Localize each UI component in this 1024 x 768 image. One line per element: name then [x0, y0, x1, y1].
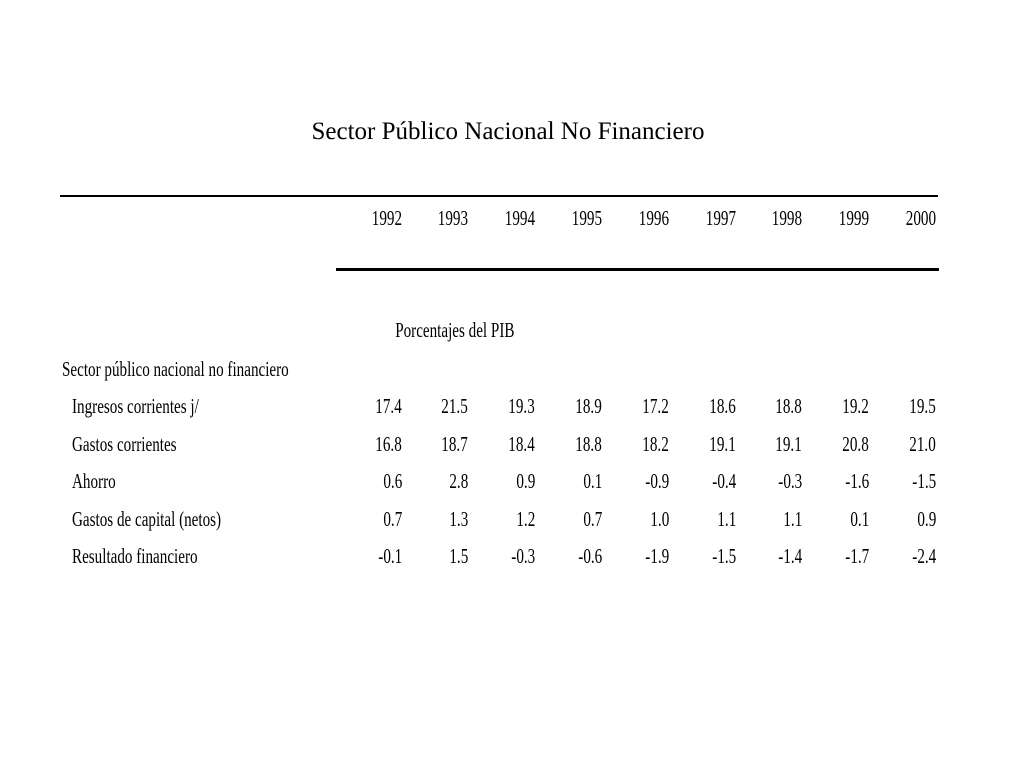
- table-cell-text: 0.1: [583, 469, 602, 493]
- table-cell-text: -1.7: [845, 544, 869, 568]
- year-header-cell-text: 1992: [371, 206, 402, 230]
- table-cell-text: -0.3: [778, 469, 802, 493]
- table-cell-text: -1.5: [912, 469, 936, 493]
- table-cell: [816, 432, 936, 456]
- row-label: [72, 394, 248, 418]
- table-cell-text: 19.2: [842, 394, 869, 418]
- table-cell-text: 20.8: [842, 432, 869, 456]
- header-rule: [336, 268, 939, 271]
- table-cell-text: -1.6: [845, 469, 869, 493]
- table-cell-text: 18.7: [441, 432, 468, 456]
- table-cell-text: 18.8: [775, 394, 802, 418]
- table-cell-text: 18.2: [642, 432, 669, 456]
- table-cell-text: 0.7: [383, 507, 402, 531]
- table-cell: [816, 544, 936, 568]
- row-label-text: Gastos de capital (netos): [72, 507, 222, 531]
- table-cell-text: 1.0: [650, 507, 669, 531]
- table-cell-text: -0.1: [378, 544, 402, 568]
- table-cell-text: 16.8: [375, 432, 402, 456]
- table-cell-text: 1.5: [449, 544, 468, 568]
- table-cell-text: 19.1: [775, 432, 802, 456]
- table-cell-text: -2.4: [912, 544, 936, 568]
- row-label: [72, 432, 217, 456]
- year-header-cell-text: 1998: [771, 206, 802, 230]
- table-cell-text: 0.1: [850, 507, 869, 531]
- row-label: [72, 469, 133, 493]
- year-header-cell-text: 1993: [437, 206, 468, 230]
- table-cell-text: 19.5: [909, 394, 936, 418]
- table-cell-text: 2.8: [449, 469, 468, 493]
- table-cell-text: 1.1: [783, 507, 802, 531]
- table-cell-text: 18.6: [709, 394, 736, 418]
- row-label-text: Resultado financiero: [72, 544, 198, 568]
- table-cell-text: 18.9: [575, 394, 602, 418]
- table-cell-text: 18.8: [575, 432, 602, 456]
- year-header-cell: [816, 206, 936, 230]
- table-cell-text: 21.0: [909, 432, 936, 456]
- section-label: [62, 357, 377, 381]
- table-cell-text: 18.4: [508, 432, 535, 456]
- table-cell: [816, 469, 936, 493]
- table-cell-text: -1.5: [712, 544, 736, 568]
- table-cell-text: -1.9: [645, 544, 669, 568]
- year-header-cell-text: 1996: [638, 206, 669, 230]
- table-cell-text: 17.4: [375, 394, 402, 418]
- unit-label: [330, 318, 580, 342]
- unit-label-text: Porcentajes del PIB: [395, 318, 515, 342]
- row-label: [72, 507, 279, 531]
- row-label-text: Ahorro: [72, 469, 116, 493]
- table-cell-text: 1.2: [516, 507, 535, 531]
- table-cell-text: 0.6: [383, 469, 402, 493]
- table-cell-text: 0.7: [583, 507, 602, 531]
- row-label-text: Ingresos corrientes j/: [72, 394, 199, 418]
- table-cell: [816, 394, 936, 418]
- year-header-cell-text: 1995: [571, 206, 602, 230]
- table-cell-text: 1.1: [717, 507, 736, 531]
- top-rule: [60, 195, 938, 197]
- year-header-cell-text: 1994: [504, 206, 535, 230]
- table-cell-text: -0.3: [511, 544, 535, 568]
- table-cell: [816, 507, 936, 531]
- table-cell-text: 17.2: [642, 394, 669, 418]
- year-header-cell-text: 1999: [838, 206, 869, 230]
- section-label-text: Sector público nacional no financiero: [62, 357, 289, 381]
- table-cell-text: 19.1: [709, 432, 736, 456]
- table-cell-text: 0.9: [917, 507, 936, 531]
- table-cell-text: -0.6: [578, 544, 602, 568]
- row-label-text: Gastos corrientes: [72, 432, 177, 456]
- table-cell-text: 19.3: [508, 394, 535, 418]
- table-cell-text: 1.3: [449, 507, 468, 531]
- table-cell-text: -0.4: [712, 469, 736, 493]
- table-cell-text: -1.4: [778, 544, 802, 568]
- table-cell-text: 21.5: [441, 394, 468, 418]
- table-cell-text: -0.9: [645, 469, 669, 493]
- year-header-cell-text: 1997: [705, 206, 736, 230]
- row-label: [72, 544, 246, 568]
- year-header-cell-text: 2000: [905, 206, 936, 230]
- table-cell-text: 0.9: [516, 469, 535, 493]
- table-title: Sector Público Nacional No Financiero: [311, 118, 705, 145]
